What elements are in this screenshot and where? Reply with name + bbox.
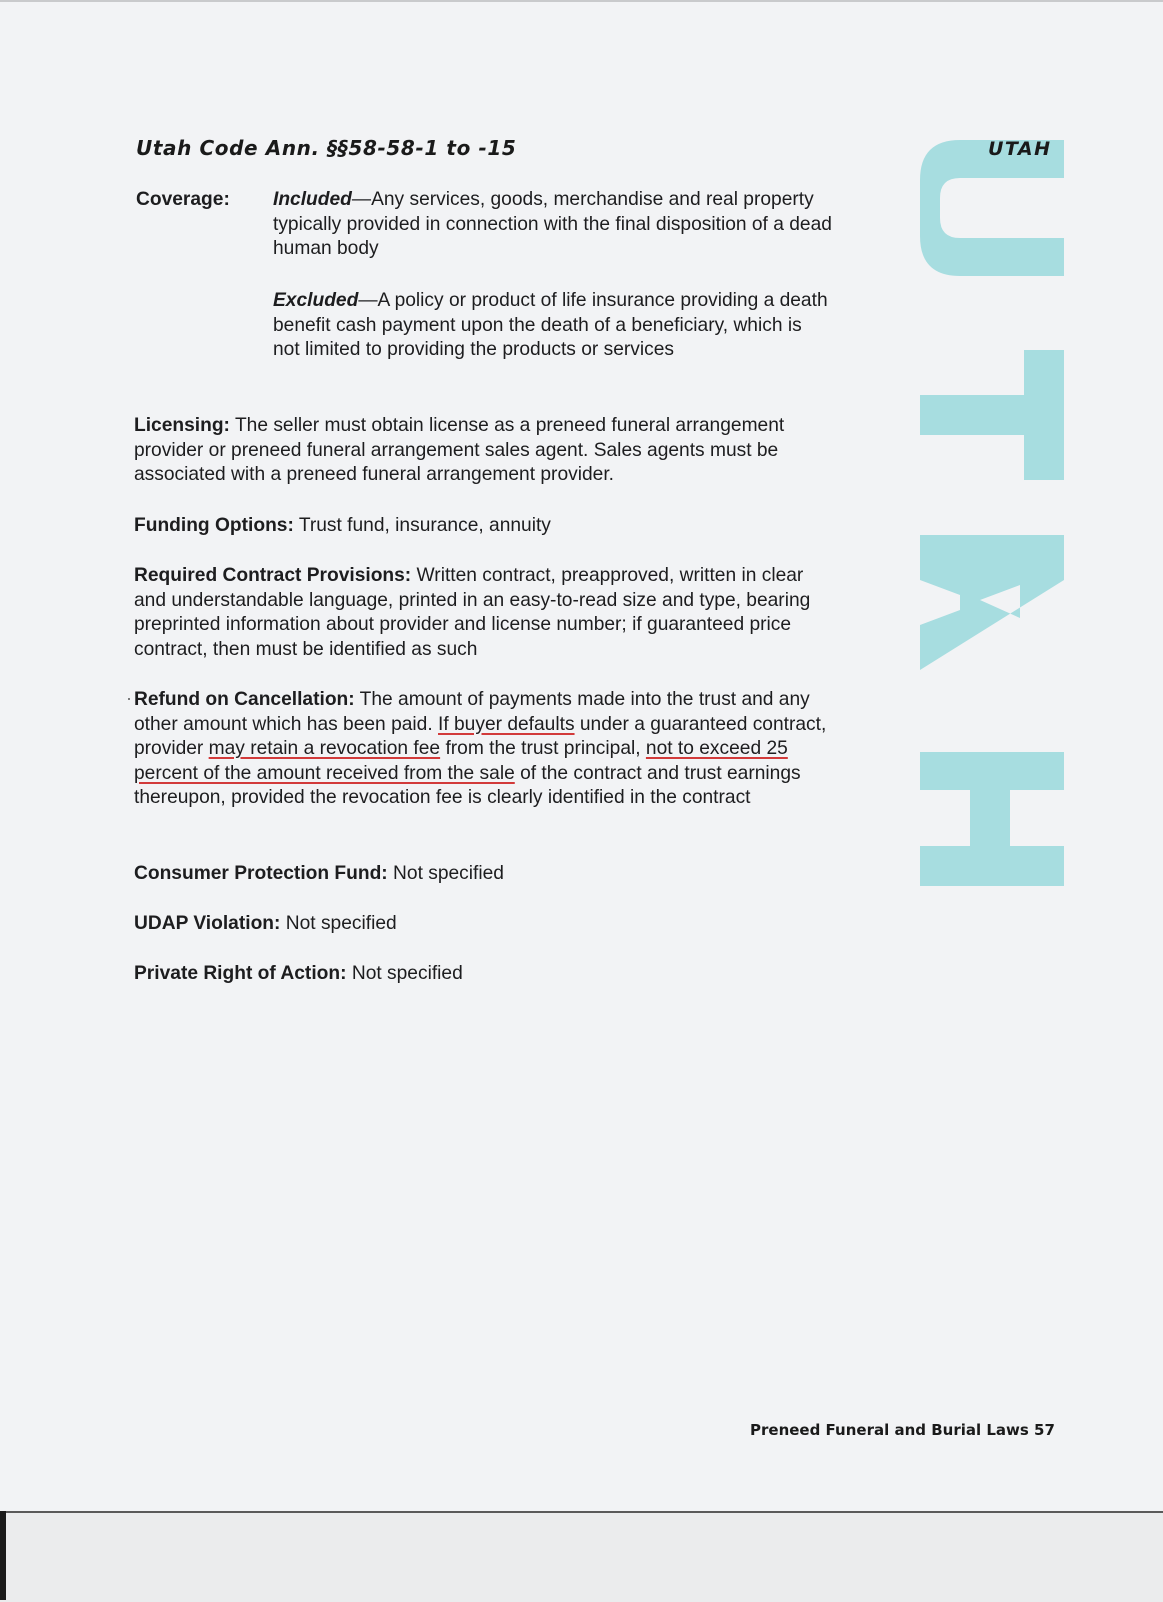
scan-top-edge — [0, 0, 1163, 2]
refund-text-4: of the contract and trust earnings thereupon, provided the revocation fee is clearly identified in the contract — [134, 762, 801, 809]
watermark-letter-t — [920, 350, 1064, 480]
contract-text: Written contract, preapproved, written in clear and understandable language, printed in an easy-to-read size and type, bearing preprinted information about provider and license number; if guaranteed price contract, then must be identified as such — [134, 565, 811, 660]
udap-section — [134, 912, 834, 937]
refund-underline-1: If buyer defaults — [438, 713, 575, 735]
state-label: UTAH — [988, 138, 1052, 160]
watermark-u-shape — [920, 140, 1064, 276]
contract-label: Required Contract Provisions: — [134, 565, 412, 586]
scanner-left-edge — [0, 1511, 6, 1600]
private-action-text: Not specified — [351, 963, 463, 984]
state-watermark — [920, 140, 1064, 910]
funding-section — [134, 514, 834, 539]
licensing-text: The seller must obtain license as a preneed funeral arrangement provider or preneed funeral arrangement sales agent. Sales agents must be associated with a preneed funeral arrangement provider. — [134, 415, 785, 486]
included-term: Included — [273, 189, 352, 210]
licensing-section — [134, 414, 834, 488]
watermark-a-shape — [920, 535, 1064, 670]
margin-mark — [128, 698, 130, 700]
udap-text: Not specified — [285, 913, 397, 934]
included-text: —Any services, goods, merchandise and real property typically provided in connection with the final disposition of a dead human body — [273, 189, 832, 260]
consumer-fund-label: Consumer Protection Fund: — [134, 863, 388, 884]
consumer-fund-text: Not specified — [393, 863, 504, 884]
refund-underline-2: may retain a revocation fee — [208, 738, 441, 760]
watermark-h-bar — [970, 790, 1010, 846]
refund-text-1: The amount of payments made into the trust and any other amount which has been paid. — [134, 689, 810, 735]
coverage-excluded — [273, 289, 833, 363]
private-action-section — [134, 962, 834, 987]
excluded-text: —A policy or product of life insurance providing a death benefit cash payment upon the death of a beneficiary, which is not limited to providing the products or services — [273, 290, 828, 361]
funding-label: Funding Options: — [134, 515, 294, 536]
watermark-letter-a — [920, 535, 1064, 670]
watermark-h-left — [920, 752, 1064, 790]
refund-underline-3: not to exceed 25 percent of the amount received from the sale — [134, 738, 788, 784]
licensing-label: Licensing: — [134, 415, 230, 436]
watermark-h-right — [920, 846, 1064, 886]
scanner-bottom-strip — [0, 1511, 1163, 1602]
refund-section — [134, 688, 834, 811]
contract-provisions-section — [134, 564, 834, 662]
watermark-t-stem — [920, 395, 1064, 435]
statute-citation: Utah Code Ann. §§58-58-1 to -15 — [136, 136, 517, 160]
coverage-included — [273, 188, 833, 262]
coverage-label: Coverage: — [136, 189, 230, 210]
private-action-label: Private Right of Action: — [134, 963, 347, 984]
page-footer: Preneed Funeral and Burial Laws 57 — [750, 1421, 1055, 1439]
refund-text-3: from the trust principal, — [440, 738, 646, 760]
consumer-fund-section — [134, 862, 834, 887]
watermark-letter-h — [920, 752, 1064, 886]
refund-label: Refund on Cancellation: — [134, 689, 355, 710]
watermark-letter-u — [920, 140, 1064, 276]
funding-text: Trust fund, insurance, annuity — [298, 515, 551, 536]
udap-label: UDAP Violation: — [134, 913, 281, 934]
refund-text-2: under a guaranteed contract, provider — [134, 713, 827, 760]
excluded-term: Excluded — [273, 290, 359, 311]
